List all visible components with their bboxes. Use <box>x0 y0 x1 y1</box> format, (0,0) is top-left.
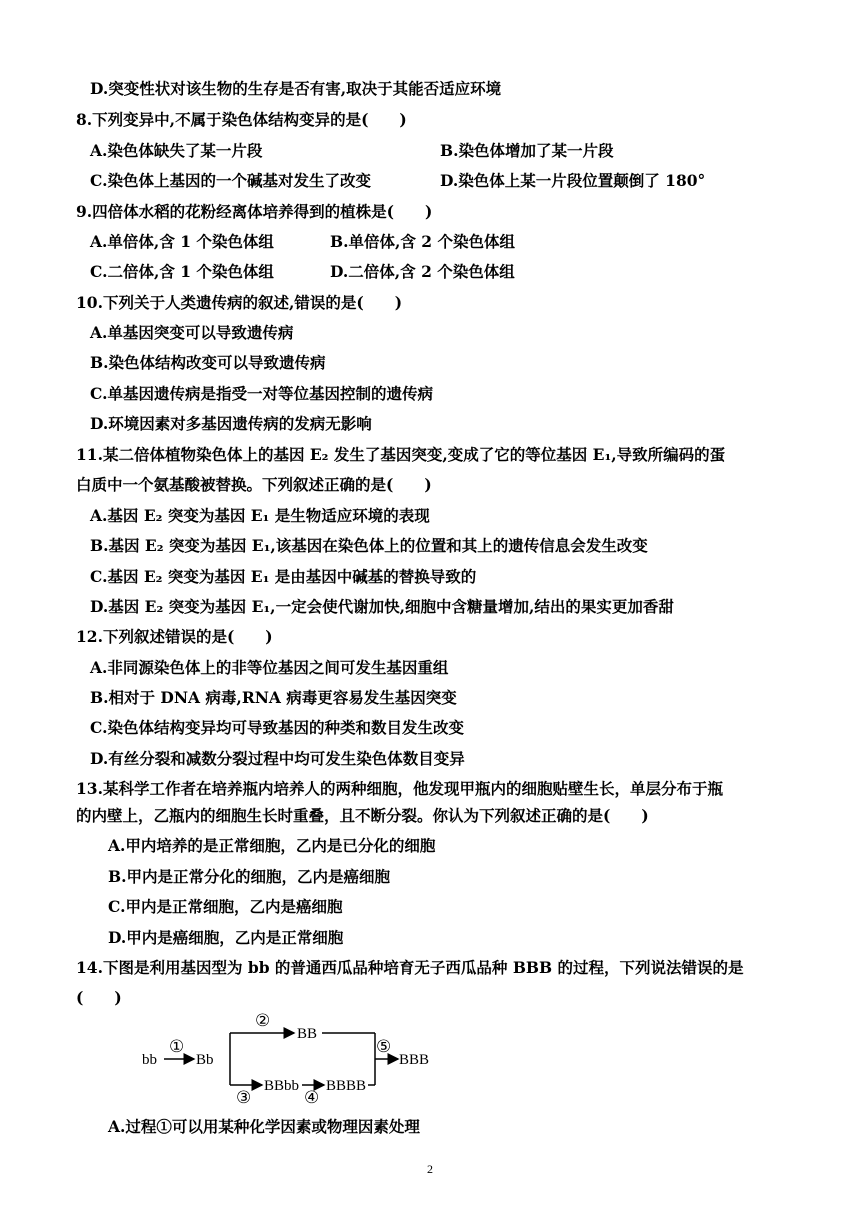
q13-option-a: A.甲内培养的是正常细胞，乙内是已分化的细胞 <box>108 836 436 855</box>
mark-1: ① <box>169 1037 185 1056</box>
genotype-Bb: Bb <box>196 1052 214 1068</box>
mark-4: ④ <box>304 1088 320 1105</box>
q14-answer-blank: ( ) <box>76 988 122 1007</box>
q10-stem: 10.下列关于人类遗传病的叙述,错误的是( ) <box>76 293 403 312</box>
q14-stem: 14.下图是利用基因型为 bb 的普通西瓜品种培育无子西瓜品种 BBB 的过程，下列说法错误的是 <box>76 958 744 977</box>
breeding-flow-diagram <box>130 1005 450 1105</box>
q8-stem: 8.下列变异中,不属于染色体结构变异的是( ) <box>76 110 407 129</box>
genotype-BBBB: BBBB <box>326 1078 367 1094</box>
q10-option-c: C.单基因遗传病是指受一对等位基因控制的遗传病 <box>90 384 433 403</box>
q8-option-b: B.染色体增加了某一片段 <box>440 141 614 160</box>
q12-option-c: C.染色体结构变异均可导致基因的种类和数目发生改变 <box>90 718 464 737</box>
genotype-BB: BB <box>297 1026 318 1042</box>
q9-stem: 9.四倍体水稻的花粉经离体培养得到的植株是( ) <box>76 202 433 221</box>
q12-option-a: A.非同源染色体上的非等位基因之间可发生基因重组 <box>90 658 449 677</box>
q11-option-c: C.基因 E₂ 突变为基因 E₁ 是由基因中碱基的替换导致的 <box>90 567 477 586</box>
q13-stem-line2: 的内壁上，乙瓶内的细胞生长时重叠，且不断分裂。你认为下列叙述正确的是( ) <box>76 806 649 825</box>
q13-option-b: B.甲内是正常分化的细胞，乙内是癌细胞 <box>108 867 390 886</box>
genotype-BBB: BBB <box>399 1052 430 1068</box>
q9-option-d: D.二倍体,含 2 个染色体组 <box>330 262 515 281</box>
q13-option-c: C.甲内是正常细胞，乙内是癌细胞 <box>108 897 343 916</box>
q8-option-d: D.染色体上某一片段位置颠倒了 180° <box>440 171 706 190</box>
q12-option-b: B.相对于 DNA 病毒,RNA 病毒更容易发生基因突变 <box>90 688 457 707</box>
q10-option-d: D.环境因素对多基因遗传病的发病无影响 <box>90 414 372 433</box>
q12-option-d: D.有丝分裂和减数分裂过程中均可发生染色体数目变异 <box>90 749 465 768</box>
q9-option-b: B.单倍体,含 2 个染色体组 <box>330 232 515 251</box>
q11-option-d: D.基因 E₂ 突变为基因 E₁,一定会使代谢加快,细胞中含糖量增加,结出的果实更加香甜 <box>90 597 674 616</box>
q8-option-c: C.染色体上基因的一个碱基对发生了改变 <box>90 171 371 190</box>
q13-stem-line1: 13.某科学工作者在培养瓶内培养人的两种细胞，他发现甲瓶内的细胞贴壁生长，单层分布于瓶 <box>76 779 723 798</box>
q11-option-b: B.基因 E₂ 突变为基因 E₁,该基因在染色体上的位置和其上的遗传信息会发生改变 <box>90 536 648 555</box>
genotype-BBbb: BBbb <box>264 1078 300 1094</box>
q10-option-b: B.染色体结构改变可以导致遗传病 <box>90 353 326 372</box>
mark-2: ② <box>255 1011 271 1030</box>
q11-stem-line1: 11.某二倍体植物染色体上的基因 E₂ 发生了基因突变,变成了它的等位基因 E₁,导致所编码的蛋 <box>76 445 726 464</box>
genotype-bb: bb <box>142 1052 157 1068</box>
q12-stem: 12.下列叙述错误的是( ) <box>76 627 273 646</box>
page-number: 2 <box>427 1162 433 1176</box>
q11-option-a: A.基因 E₂ 突变为基因 E₁ 是生物适应环境的表现 <box>90 506 430 525</box>
q9-option-c: C.二倍体,含 1 个染色体组 <box>90 262 274 281</box>
mark-3: ③ <box>236 1088 252 1105</box>
q10-option-a: A.单基因突变可以导致遗传病 <box>90 323 294 342</box>
q14-option-a: A.过程①可以用某种化学因素或物理因素处理 <box>108 1117 420 1136</box>
q8-option-a: A.染色体缺失了某一片段 <box>90 141 263 160</box>
mark-5: ⑤ <box>376 1037 392 1056</box>
q13-option-d: D.甲内是癌细胞，乙内是正常细胞 <box>108 928 344 947</box>
q7-option-d: D.突变性状对该生物的生存是否有害,取决于其能否适应环境 <box>90 79 502 98</box>
q9-option-a: A.单倍体,含 1 个染色体组 <box>90 232 274 251</box>
q11-stem-line2: 白质中一个氨基酸被替换。下列叙述正确的是( ) <box>76 475 432 494</box>
